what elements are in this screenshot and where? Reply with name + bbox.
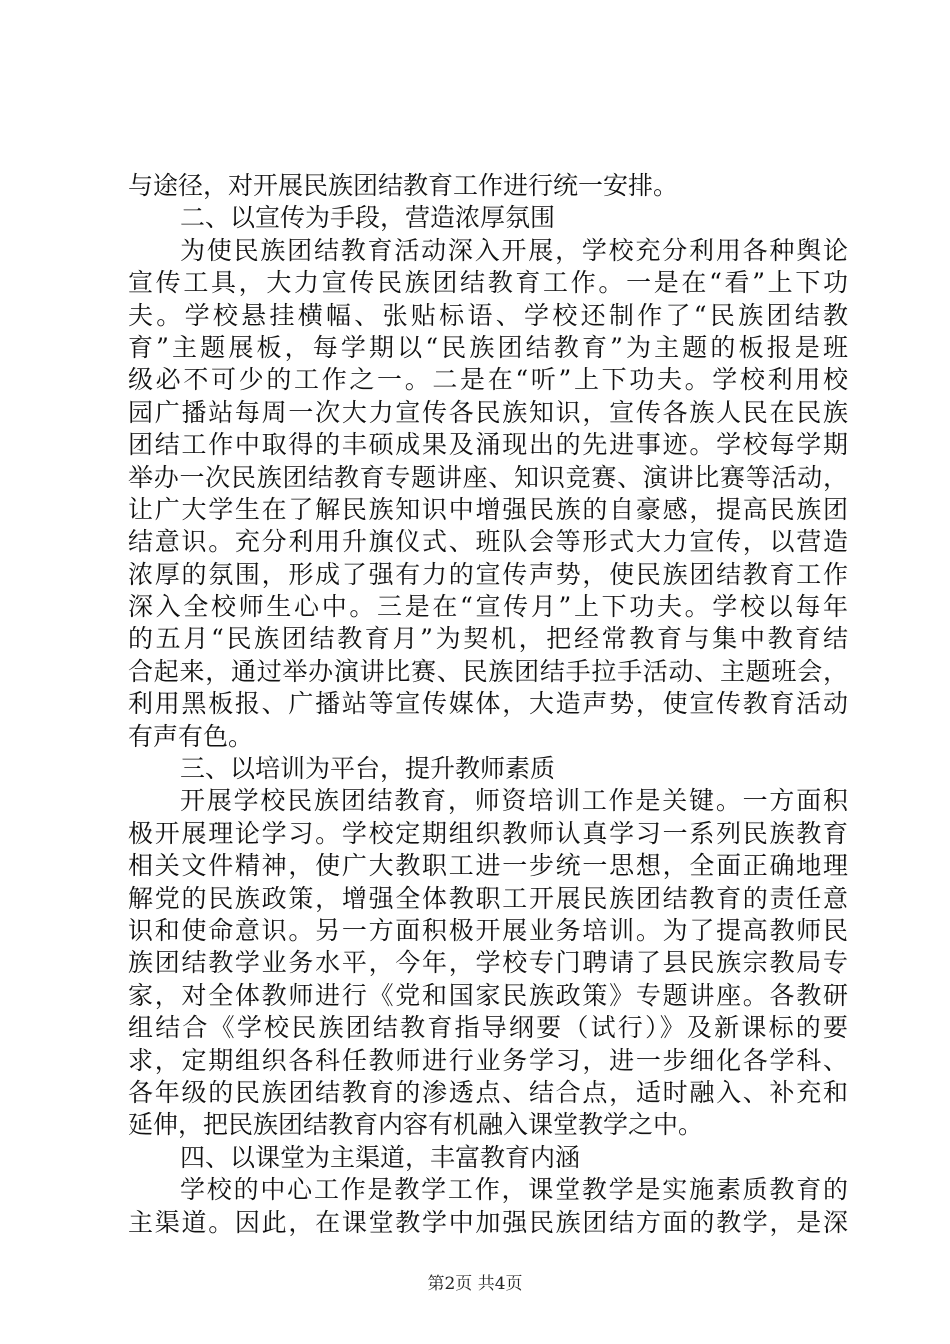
text-line: 族团结教学业务水平，今年，学校专门聘请了县民族宗教局专 (128, 948, 848, 978)
text-line: 夫。学校悬挂横幅、张贴标语、学校还制作了“民族团结教 (128, 300, 848, 330)
text-line: 合起来，通过举办演讲比赛、民族团结手拉手活动、主题班会， (128, 656, 848, 686)
text-line: 学校的中心工作是教学工作，课堂教学是实施素质教育的 (180, 1175, 848, 1205)
text-line: 识和使命意识。另一方面积极开展业务培训。为了提高教师民 (128, 915, 848, 945)
text-line: 有声有色。 (128, 721, 254, 751)
text-line: 深入全校师生心中。三是在“宣传月”上下功夫。学校以每年 (128, 592, 848, 622)
text-line: 家，对全体教师进行《党和国家民族政策》专题讲座。各教研 (128, 980, 848, 1010)
text-line: 延伸，把民族团结教育内容有机融入课堂教学之中。 (128, 1110, 704, 1140)
text-line: 与途径，对开展民族团结教育工作进行统一安排。 (128, 171, 679, 200)
text-line: 团结工作中取得的丰硕成果及涌现出的先进事迹。学校每学期 (128, 430, 848, 460)
text-line: 主渠道。因此，在课堂教学中加强民族团结方面的教学，是深 (128, 1207, 848, 1237)
page-footer: 第2页 共4页 (427, 1274, 523, 1294)
text-line: 极开展理论学习。学校定期组织教师认真学习一系列民族教育 (128, 818, 848, 848)
text-line: 的五月“民族团结教育月”为契机，把经常教育与集中教育结 (128, 624, 848, 654)
text-line: 三、以培训为平台，提升教师素质 (180, 754, 556, 784)
text-line: 宣传工具，大力宣传民族团结教育工作。一是在“看”上下功 (128, 268, 848, 298)
text-line: 相关文件精神，使广大教职工进一步统一思想，全面正确地理 (128, 851, 848, 881)
text-line: 解党的民族政策，增强全体教职工开展民族团结教育的责任意 (128, 883, 848, 913)
text-line: 开展学校民族团结教育，师资培训工作是关键。一方面积 (180, 786, 848, 816)
document-body (128, 170, 848, 1239)
text-line: 浓厚的氛围，形成了强有力的宣传声势，使民族团结教育工作 (128, 559, 848, 589)
text-line: 让广大学生在了解民族知识中增强民族的自豪感，提高民族团 (128, 494, 848, 524)
text-line: 二、以宣传为手段，营造浓厚氛围 (180, 203, 556, 233)
text-line: 育”主题展板，每学期以“民族团结教育”为主题的板报是班 (128, 332, 848, 362)
text-line: 四、以课堂为主渠道，丰富教育内涵 (180, 1142, 581, 1172)
text-line: 级必不可少的工作之一。二是在“听”上下功夫。学校利用校 (128, 365, 848, 395)
text-line: 园广播站每周一次大力宣传各民族知识，宣传各族人民在民族 (128, 397, 848, 427)
text-line: 各年级的民族团结教育的渗透点、结合点，适时融入、补充和 (128, 1077, 848, 1107)
text-line: 求，定期组织各科任教师进行业务学习，进一步细化各学科、 (128, 1045, 848, 1075)
text-line: 为使民族团结教育活动深入开展，学校充分利用各种舆论 (180, 235, 848, 265)
text-line: 结意识。充分利用升旗仪式、班队会等形式大力宣传，以营造 (128, 527, 848, 557)
text-line: 利用黑板报、广播站等宣传媒体，大造声势，使宣传教育活动 (128, 689, 848, 719)
text-line: 组结合《学校民族团结教育指导纲要（试行）》及新课标的要 (128, 1013, 848, 1043)
text-line: 举办一次民族团结教育专题讲座、知识竞赛、演讲比赛等活动， (128, 462, 848, 492)
